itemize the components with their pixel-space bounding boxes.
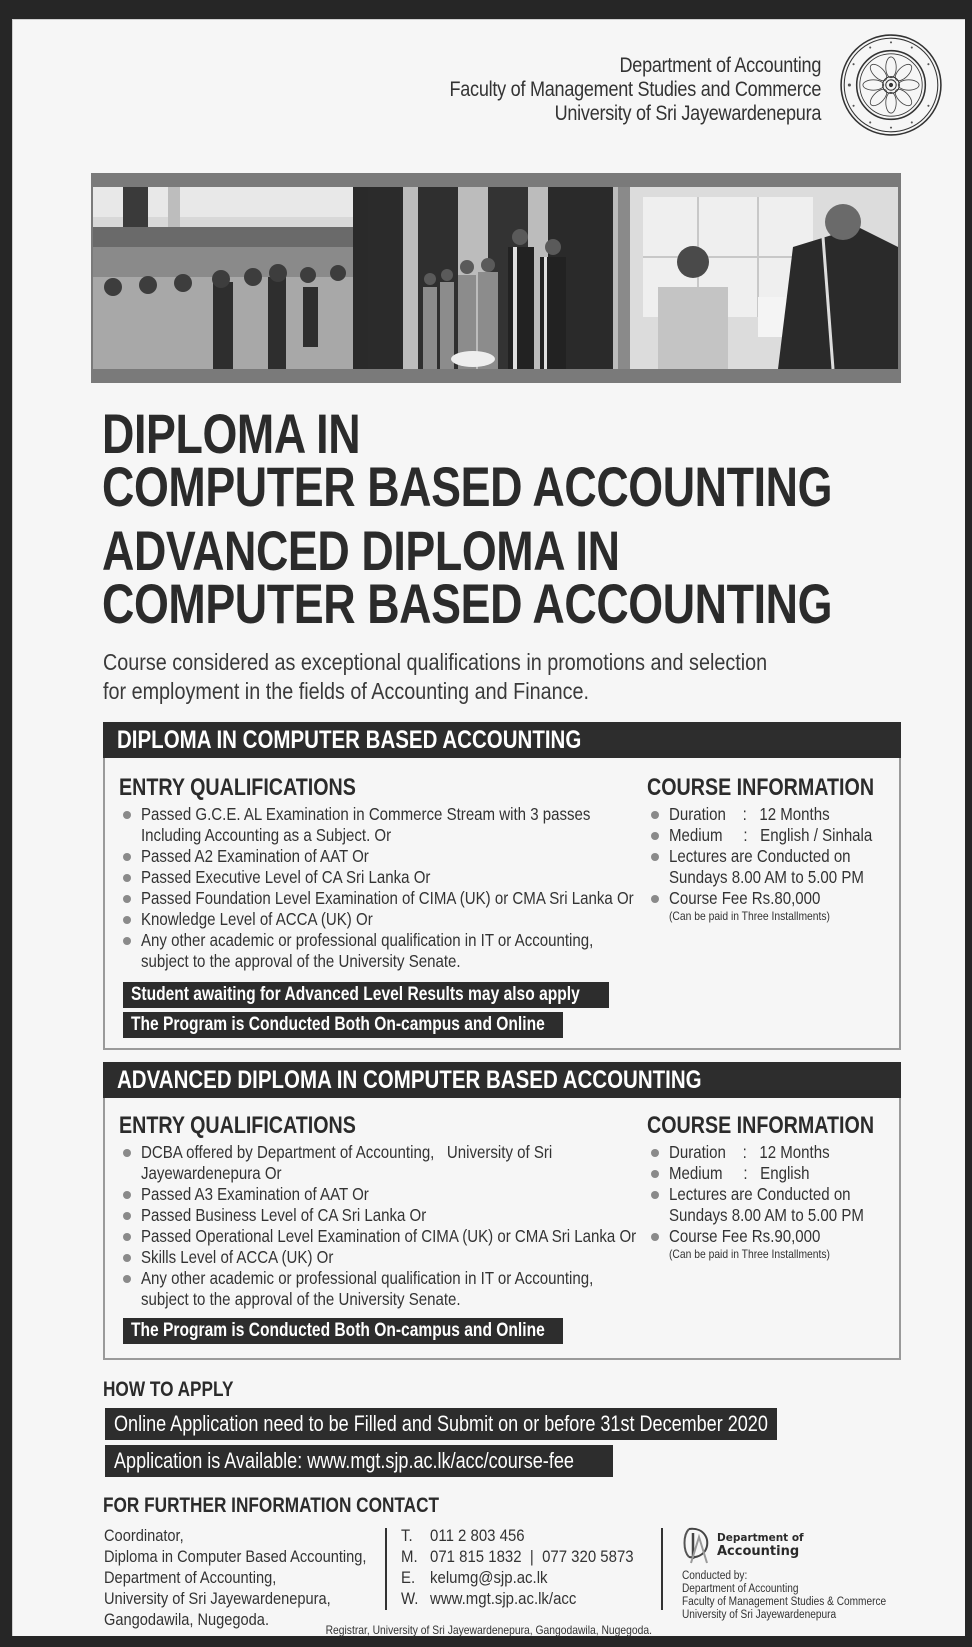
university-name: University of Sri Jayewardenepura <box>554 102 821 125</box>
course-description-line1: Course considered as exceptional qualifications in promotions and selection <box>103 649 768 675</box>
course-information-heading: COURSE INFORMATION <box>647 774 875 801</box>
list-item: Passed Operational Level Examination of CIMA (UK) or CMA Sri Lanka Or <box>119 1226 717 1247</box>
department-name: Department of Accounting <box>619 54 821 77</box>
list-item: Any other academic or professional qualification in IT or Accounting, subject to the approval of the University Senate. <box>119 1268 717 1310</box>
contact-website[interactable]: W. www.mgt.sjp.ac.lk/acc <box>401 1589 577 1608</box>
section-advanced-diploma <box>103 1062 901 1360</box>
al-results-notice: Student awaiting for Advanced Level Results may also apply <box>123 982 609 1008</box>
divider <box>385 1528 387 1610</box>
contact-mobile[interactable]: M. 071 815 1832 | 077 320 5873 <box>401 1547 634 1566</box>
title-diploma-line2: COMPUTER BASED ACCOUNTING <box>102 455 833 518</box>
address-line: Gangodawila, Nugegoda. <box>104 1610 270 1629</box>
conducted-line: Department of Accounting <box>682 1583 799 1595</box>
fee-installment-note: (Can be paid in Three Installments) <box>669 1247 831 1261</box>
university-seal-icon <box>839 33 943 137</box>
entry-qualifications-list <box>119 804 714 972</box>
title-advanced-line2: COMPUTER BASED ACCOUNTING <box>102 572 833 635</box>
conducted-by <box>682 1570 914 1622</box>
faculty-name: Faculty of Management Studies and Commerce <box>449 78 821 101</box>
divider <box>661 1528 663 1610</box>
title-advanced-line1: ADVANCED DIPLOMA IN <box>102 519 620 582</box>
course-lectures: Lectures are Conducted on Sundays 8.00 AM to 5.00 PM <box>647 1184 896 1226</box>
course-description-line2: for employment in the fields of Accounting and Finance. <box>103 678 589 704</box>
photo-staff-on-stage <box>368 187 618 369</box>
address-line: Coordinator, <box>104 1526 184 1545</box>
address-line: University of Sri Jayewardenepura, <box>104 1589 331 1608</box>
list-item: Passed G.C.E. AL Examination in Commerce Stream with 3 passes Including Accounting as a Subject. Or <box>119 804 714 846</box>
section-diploma <box>103 722 901 1050</box>
fee-installment-note: (Can be paid in Three Installments) <box>669 909 831 923</box>
list-item: Skills Level of ACCA (UK) Or <box>119 1247 717 1268</box>
contact-heading: FOR FURTHER INFORMATION CONTACT <box>103 1494 440 1517</box>
delivery-mode-notice: The Program is Conducted Both On-campus and Online <box>123 1318 563 1344</box>
course-fee: Course Fee Rs.90,000 (Can be paid in Three Installments) <box>647 1226 896 1263</box>
list-item: Passed A2 Examination of AAT Or <box>119 846 714 867</box>
course-duration: Duration : 12 Months <box>647 1142 896 1163</box>
logo-text-line2: Accounting <box>717 1544 800 1559</box>
entry-qualifications-heading: ENTRY QUALIFICATIONS <box>119 1112 356 1139</box>
application-link[interactable]: Application is Available: www.mgt.sjp.ac.lk/acc/course-fee <box>105 1445 613 1477</box>
application-deadline: Online Application need to be Filled and Submit on or before 31st December 2020 <box>105 1408 777 1440</box>
list-item: Passed A3 Examination of AAT Or <box>119 1184 717 1205</box>
course-lectures: Lectures are Conducted on Sundays 8.00 AM to 5.00 PM <box>647 846 905 888</box>
title-diploma-line1: DIPLOMA IN <box>102 402 361 465</box>
coordinator-address <box>104 1525 409 1630</box>
address-line: Department of Accounting, <box>104 1568 277 1587</box>
course-duration: Duration : 12 Months <box>647 804 905 825</box>
entry-qualifications-heading: ENTRY QUALIFICATIONS <box>119 774 356 801</box>
delivery-mode-notice: The Program is Conducted Both On-campus and Online <box>123 1012 563 1038</box>
contact-email[interactable]: E. kelumg@sjp.ac.lk <box>401 1568 548 1587</box>
course-information-list <box>647 1142 896 1263</box>
list-item: Passed Executive Level of CA Sri Lanka Or <box>119 867 714 888</box>
address-line: Diploma in Computer Based Accounting, <box>104 1547 367 1566</box>
logo-text-line1: Department of <box>717 1532 804 1544</box>
list-item: DCBA offered by Department of Accounting, University of Sri Jayewardenepura Or <box>119 1142 717 1184</box>
contact-telephone[interactable]: T. 011 2 803 456 <box>401 1526 525 1545</box>
photo-students-seated <box>93 187 368 369</box>
photo-certificate-award <box>618 187 898 369</box>
conducted-line: Conducted by: <box>682 1570 748 1582</box>
list-item: Any other academic or professional qualification in IT or Accounting, subject to the approval of the University Senate. <box>119 930 714 972</box>
course-fee: Course Fee Rs.80,000 (Can be paid in Three Installments) <box>647 888 905 925</box>
entry-qualifications-list <box>119 1142 717 1310</box>
photo-banner <box>91 173 901 383</box>
course-medium: Medium : English / Sinhala <box>647 825 905 846</box>
list-item: Passed Foundation Level Examination of CIMA (UK) or CMA Sri Lanka Or <box>119 888 714 909</box>
registrar-footer: Registrar, University of Sri Jayewardenepura, Gangodawila, Nugegoda. <box>325 1623 653 1637</box>
course-description <box>103 648 767 706</box>
list-item: Knowledge Level of ACCA (UK) Or <box>119 909 714 930</box>
how-to-apply-heading: HOW TO APPLY <box>103 1378 234 1401</box>
course-information-list <box>647 804 905 925</box>
course-information-heading: COURSE INFORMATION <box>647 1112 875 1139</box>
course-medium: Medium : English <box>647 1163 896 1184</box>
advertisement-page <box>12 19 965 1636</box>
conducted-line: Faculty of Management Studies & Commerce <box>682 1596 887 1608</box>
institution-header <box>389 54 821 126</box>
department-monogram-icon <box>681 1525 717 1565</box>
department-logo <box>681 1525 804 1565</box>
section-advanced-title: ADVANCED DIPLOMA IN COMPUTER BASED ACCOUNTING <box>103 1062 901 1098</box>
section-diploma-title: DIPLOMA IN COMPUTER BASED ACCOUNTING <box>103 722 901 758</box>
list-item: Passed Business Level of CA Sri Lanka Or <box>119 1205 717 1226</box>
conducted-line: University of Sri Jayewardenepura <box>682 1609 837 1621</box>
contact-details <box>401 1525 665 1609</box>
